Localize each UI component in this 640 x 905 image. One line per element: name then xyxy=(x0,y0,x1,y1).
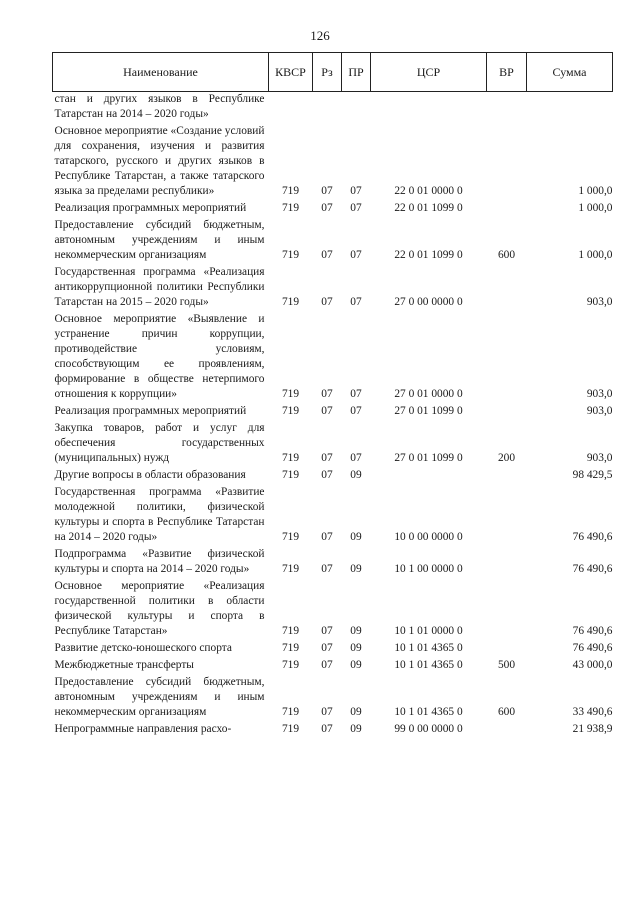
cell-vr xyxy=(487,722,527,739)
header-kvsr: КВСР xyxy=(269,53,313,92)
cell-sum: 1 000,0 xyxy=(578,202,613,214)
cell-vr: 600 xyxy=(497,249,516,261)
cell-rz: 07 xyxy=(321,185,333,197)
cell-rz: 07 xyxy=(321,723,333,735)
cell-pr: 07 xyxy=(350,452,362,464)
cell-vr xyxy=(487,201,527,218)
cell-sum: 76 490,6 xyxy=(572,531,613,543)
table-row xyxy=(53,218,613,265)
cell-kvsr: 719 xyxy=(281,706,300,718)
table-row xyxy=(53,265,613,312)
cell-csr: 10 1 01 4365 0 xyxy=(394,659,463,671)
cell-name: Предоставление субсидий бюджетным, автономным учреждениям и иным некоммерческим организациям xyxy=(54,219,265,261)
table-row xyxy=(53,201,613,218)
cell-sum: 903,0 xyxy=(586,452,613,464)
cell-vr xyxy=(487,265,527,312)
cell-kvsr xyxy=(269,92,313,125)
table-row xyxy=(53,722,613,739)
cell-rz: 07 xyxy=(321,659,333,671)
cell-csr: 27 0 01 1099 0 xyxy=(394,452,463,464)
cell-vr xyxy=(487,579,527,641)
cell-name: Предоставление субсидий бюджетным, автономным учреждениям и иным некоммерческим организациям xyxy=(54,676,265,718)
cell-pr: 09 xyxy=(350,563,362,575)
cell-kvsr: 719 xyxy=(281,469,300,481)
header-csr: ЦСР xyxy=(371,53,487,92)
cell-kvsr: 719 xyxy=(281,202,300,214)
cell-name: Основное мероприятие «Создание условий для сохранения, изучения и развития татарского, русского и других языков в Республике Татарстан, а также татарского языка за пределами республики» xyxy=(54,125,265,197)
cell-csr: 22 0 01 1099 0 xyxy=(394,202,463,214)
cell-csr: 27 0 00 0000 0 xyxy=(394,296,463,308)
cell-vr xyxy=(487,92,527,125)
cell-pr: 09 xyxy=(350,706,362,718)
cell-sum: 76 490,6 xyxy=(572,625,613,637)
table-row xyxy=(53,124,613,201)
cell-name: Основное мероприятие «Реализация государственной политики в области физической культуры и спорта в Республике Татарстан» xyxy=(54,580,265,637)
cell-sum: 76 490,6 xyxy=(572,563,613,575)
cell-kvsr: 719 xyxy=(281,452,300,464)
cell-pr xyxy=(342,92,371,125)
cell-kvsr: 719 xyxy=(281,659,300,671)
cell-kvsr: 719 xyxy=(281,723,300,735)
cell-pr: 07 xyxy=(350,202,362,214)
table-row xyxy=(53,92,613,125)
cell-rz: 07 xyxy=(321,531,333,543)
cell-name: Закупка товаров, работ и услуг для обеспечения государственных (муниципальных) нужд xyxy=(54,422,265,464)
cell-pr: 09 xyxy=(350,723,362,735)
cell-csr: 27 0 01 1099 0 xyxy=(394,405,463,417)
page-number: 126 xyxy=(310,28,330,43)
cell-vr: 600 xyxy=(497,706,516,718)
header-pr: ПР xyxy=(342,53,371,92)
cell-csr: 10 1 01 4365 0 xyxy=(394,706,463,718)
cell-rz: 07 xyxy=(321,202,333,214)
cell-name: Развитие детско-юношеского спорта xyxy=(54,642,232,654)
cell-name: Государственная программа «Реализация антикоррупционной политики Республики Татарстан на 2015 – 2020 годы» xyxy=(54,266,265,308)
table-row xyxy=(53,468,613,485)
cell-pr: 07 xyxy=(350,405,362,417)
cell-rz: 07 xyxy=(321,642,333,654)
cell-sum xyxy=(527,92,613,125)
cell-csr: 22 0 01 1099 0 xyxy=(394,249,463,261)
cell-sum: 1 000,0 xyxy=(578,249,613,261)
cell-name: Реализация программных мероприятий xyxy=(54,202,247,214)
cell-pr: 09 xyxy=(350,642,362,654)
cell-vr xyxy=(487,641,527,658)
cell-name: Подпрограмма «Развитие физической культуры и спорта на 2014 – 2020 годы» xyxy=(54,548,265,575)
cell-vr: 500 xyxy=(497,659,516,671)
cell-name: Основное мероприятие «Выявление и устранение причин коррупции, противодействие условиям, способствующим ее проявлениям, формирование в обществе нетерпимого отношения к коррупции» xyxy=(54,313,265,400)
cell-rz xyxy=(313,92,342,125)
cell-rz: 07 xyxy=(321,388,333,400)
cell-kvsr: 719 xyxy=(281,531,300,543)
cell-kvsr: 719 xyxy=(281,642,300,654)
cell-name: стан и других языков в Республике Татарстан на 2014 – 2020 годы» xyxy=(54,93,265,120)
cell-rz: 07 xyxy=(321,249,333,261)
cell-rz: 07 xyxy=(321,563,333,575)
cell-pr: 09 xyxy=(350,659,362,671)
cell-sum: 903,0 xyxy=(586,388,613,400)
cell-name: Государственная программа «Развитие молодежной политики, физической культуры и спорта в Республике Татарстан на 2014 – 2020 годы» xyxy=(54,486,265,543)
cell-pr: 07 xyxy=(350,296,362,308)
cell-kvsr: 719 xyxy=(281,249,300,261)
table-row xyxy=(53,641,613,658)
cell-csr: 10 1 00 0000 0 xyxy=(394,563,463,575)
cell-pr: 07 xyxy=(350,249,362,261)
cell-name: Другие вопросы в области образования xyxy=(54,469,246,481)
cell-kvsr: 719 xyxy=(281,296,300,308)
cell-rz: 07 xyxy=(321,452,333,464)
cell-csr xyxy=(371,92,487,125)
table-row xyxy=(53,312,613,404)
cell-sum: 21 938,9 xyxy=(572,723,613,735)
table-row xyxy=(53,547,613,579)
cell-sum: 43 000,0 xyxy=(572,659,613,671)
table-row xyxy=(53,675,613,722)
table-header-row xyxy=(53,53,613,92)
cell-csr: 27 0 01 0000 0 xyxy=(394,388,463,400)
cell-rz: 07 xyxy=(321,625,333,637)
cell-csr: 22 0 01 0000 0 xyxy=(394,185,463,197)
table-row xyxy=(53,421,613,468)
table-row xyxy=(53,485,613,547)
cell-vr xyxy=(487,547,527,579)
cell-sum: 76 490,6 xyxy=(572,642,613,654)
table-row xyxy=(53,658,613,675)
cell-rz: 07 xyxy=(321,706,333,718)
header-sum: Сумма xyxy=(527,53,613,92)
cell-sum: 903,0 xyxy=(586,405,613,417)
cell-csr xyxy=(371,468,487,485)
table-row xyxy=(53,579,613,641)
cell-pr: 09 xyxy=(350,625,362,637)
cell-vr xyxy=(487,124,527,201)
cell-vr xyxy=(487,485,527,547)
cell-kvsr: 719 xyxy=(281,563,300,575)
cell-vr xyxy=(487,404,527,421)
cell-csr: 10 1 01 4365 0 xyxy=(394,642,463,654)
cell-sum: 903,0 xyxy=(586,296,613,308)
cell-csr: 99 0 00 0000 0 xyxy=(394,723,463,735)
cell-csr: 10 0 00 0000 0 xyxy=(394,531,463,543)
cell-vr xyxy=(487,312,527,404)
cell-pr: 07 xyxy=(350,185,362,197)
cell-name: Реализация программных мероприятий xyxy=(54,405,247,417)
cell-kvsr: 719 xyxy=(281,625,300,637)
header-name: Наименование xyxy=(53,53,269,92)
cell-pr: 09 xyxy=(350,469,362,481)
header-rz: Рз xyxy=(313,53,342,92)
cell-vr xyxy=(487,468,527,485)
cell-kvsr: 719 xyxy=(281,185,300,197)
cell-kvsr: 719 xyxy=(281,388,300,400)
cell-name: Непрограммные направления расхо- xyxy=(54,723,232,735)
cell-sum: 98 429,5 xyxy=(572,469,613,481)
budget-table xyxy=(52,52,613,739)
cell-sum: 1 000,0 xyxy=(578,185,613,197)
cell-kvsr: 719 xyxy=(281,405,300,417)
cell-vr: 200 xyxy=(497,452,516,464)
cell-rz: 07 xyxy=(321,469,333,481)
table-row xyxy=(53,404,613,421)
cell-pr: 07 xyxy=(350,388,362,400)
cell-rz: 07 xyxy=(321,405,333,417)
cell-sum: 33 490,6 xyxy=(572,706,613,718)
cell-name: Межбюджетные трансферты xyxy=(54,659,194,671)
cell-pr: 09 xyxy=(350,531,362,543)
header-vr: ВР xyxy=(487,53,527,92)
cell-csr: 10 1 01 0000 0 xyxy=(394,625,463,637)
cell-rz: 07 xyxy=(321,296,333,308)
